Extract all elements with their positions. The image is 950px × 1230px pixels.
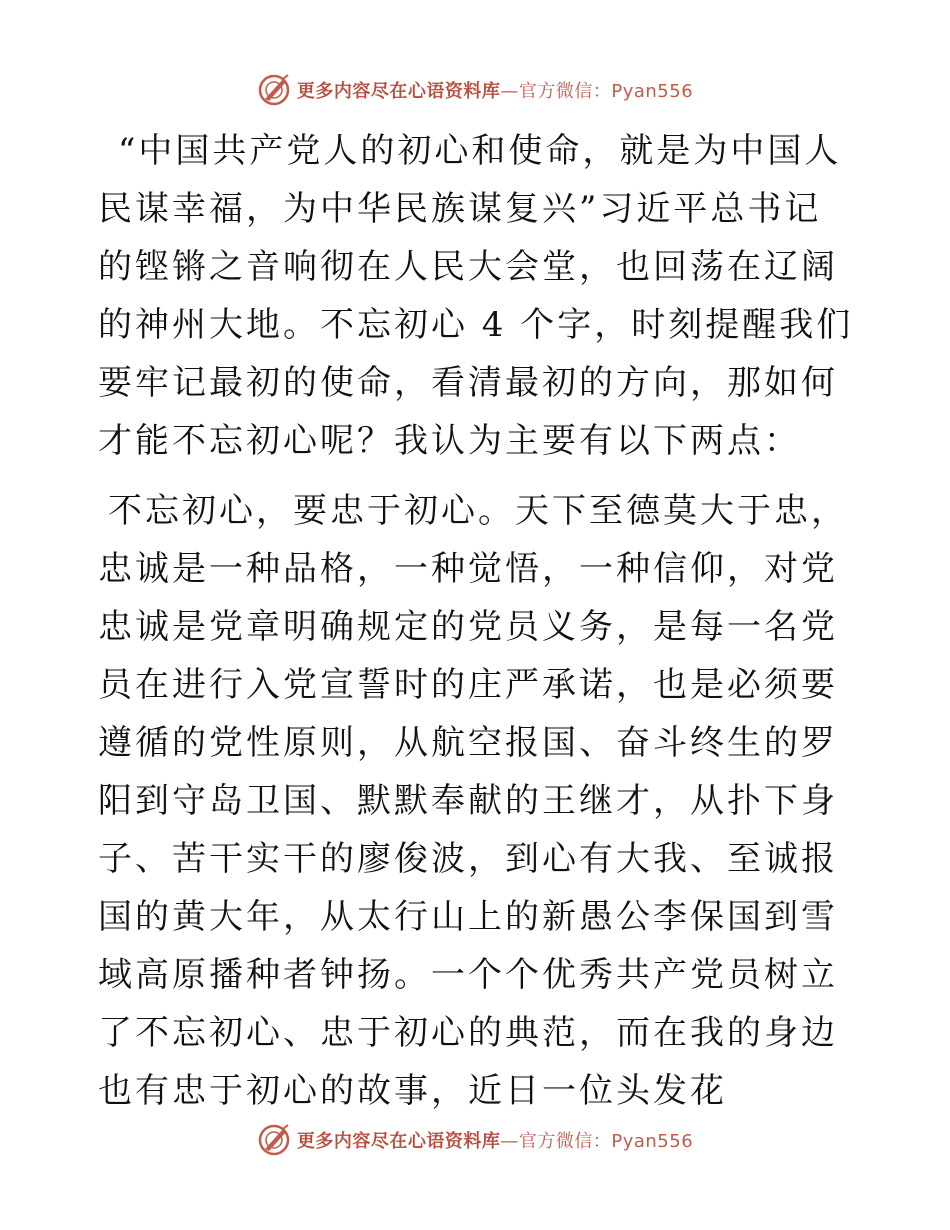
banner-wechat-text: —官方微信：Pyan556 <box>500 81 694 102</box>
banner-wechat-text: —官方微信：Pyan556 <box>500 1131 694 1152</box>
banner-brand-text: 更多内容尽在心语资料库 <box>296 81 501 102</box>
header-banner <box>0 70 950 110</box>
footer-banner <box>0 1120 950 1160</box>
quill-pen-logo-icon <box>257 73 291 107</box>
banner-text <box>297 1127 693 1153</box>
paragraph-2: 不忘初心，要忠于初心。天下至德莫大于忠，忠诚是一种品格，一种觉悟，一种信仰，对党忠诚是党章明确规定的党员义务，是每一名党员在进行入党宣誓时的庄严承诺，也是必须要遵循的党性原则，从航空报国、奋斗终生的罗阳到守岛卫国、默默奉献的王继才，从扑下身子、苦干实干的廖俊波，到心有大我、至诚报国的黄大年，从太行山上的新愚公李保国到雪域高原播种者钟扬。一个个优秀共产党员树立了不忘初心、忠于初心的典范，而在我的身边也有忠于初心的故事，近日一位头发花 <box>98 491 848 1111</box>
quill-pen-logo-icon <box>257 1123 291 1157</box>
banner-text <box>297 77 693 103</box>
banner-brand-text: 更多内容尽在心语资料库 <box>296 1131 501 1152</box>
paragraph-1: “中国共产党人的初心和使命，就是为中国人民谋幸福，为中华民族谋复兴”习近平总书记的铿锵之音响彻在人民大会堂，也回荡在辽阔的神州大地。不忘初心 4 个字，时刻提醒我们要牢记最初的使命，看清最初的方向，那如何才能不忘初心呢？我认为主要有以下两点： <box>98 131 854 461</box>
document-body <box>98 122 858 1120</box>
